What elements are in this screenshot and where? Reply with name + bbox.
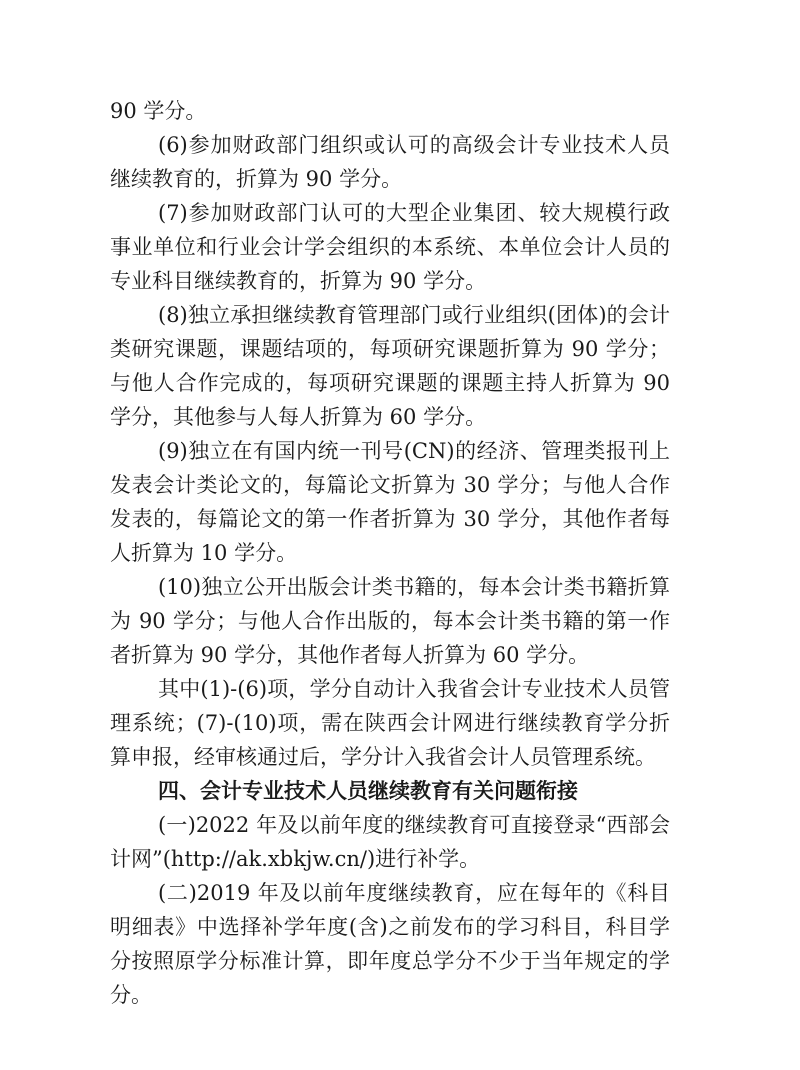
paragraph-item-10: (10)独立公开出版会计类书籍的，每本会计类书籍折算为 90 学分；与他人合作出版的，每本会计类书籍的第一作者折算为 90 学分，其他作者每人折算为 60 学分。 [110, 575, 670, 667]
paragraph-subsection-2: (二)2019 年及以前年度继续教育，应在每年的《科目明细表》中选择补学年度(含)之前发布的学习科目，科目学分按照原学分标准计算，即年度总学分不少于当年规定的学分。 [110, 881, 670, 1007]
paragraph-subsection-1: (一)2022 年及以前年度的继续教育可直接登录“西部会计网”(http://ak.xbkjw.cn/)进行补学。 [110, 813, 670, 871]
paragraph-credit-continuation: 90 学分。 [110, 99, 207, 123]
paragraph-item-9: (9)独立在有国内统一刊号(CN)的经济、管理类报刊上发表会计类论文的，每篇论文折算为 30 学分；与他人合作发表的，每篇论文的第一作者折算为 30 学分，其他作者每人折算为 10 学分。 [110, 439, 670, 565]
section-heading-4: 四、会计专业技术人员继续教育有关问题衔接 [158, 779, 578, 803]
paragraph-item-7: (7)参加财政部门认可的大型企业集团、较大规模行政事业单位和行业会计学会组织的本系统、本单位会计人员的专业科目继续教育的，折算为 90 学分。 [110, 201, 670, 293]
paragraph-item-6: (6)参加财政部门组织或认可的高级会计专业技术人员继续教育的，折算为 90 学分。 [110, 133, 670, 191]
paragraph-item-8: (8)独立承担继续教育管理部门或行业组织(团体)的会计类研究课题，课题结项的，每项研究课题折算为 90 学分；与他人合作完成的，每项研究课题的课题主持人折算为 90 学分，其他参与人每人折算为 60 学分。 [110, 303, 670, 429]
paragraph-system-note: 其中(1)-(6)项，学分自动计入我省会计专业技术人员管理系统；(7)-(10)项，需在陕西会计网进行继续教育学分折算申报，经审核通过后，学分计入我省会计人员管理系统。 [110, 677, 670, 769]
